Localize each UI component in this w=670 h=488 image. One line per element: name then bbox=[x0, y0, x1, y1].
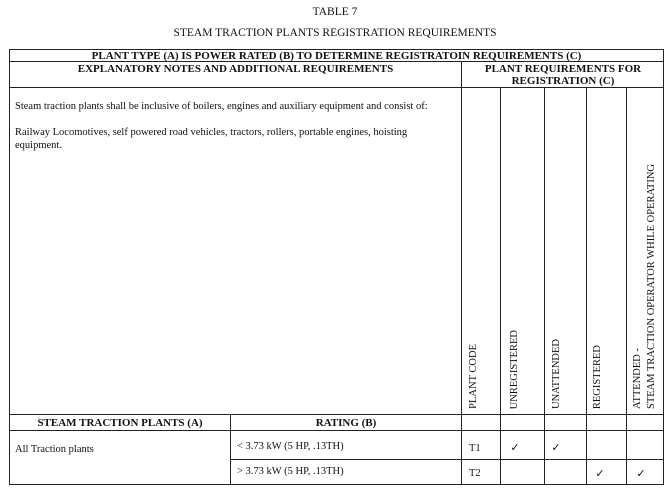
plants-column-header: STEAM TRACTION PLANTS (A) bbox=[37, 417, 203, 429]
header-bottom-rule bbox=[9, 87, 664, 88]
notes-paragraph-1: Steam traction plants shall be inclusive of boilers, engines and auxiliary equipment and consist of: bbox=[15, 101, 428, 112]
requirements-header: PLANT REQUIREMENTS FOR REGISTRATION (C) bbox=[484, 63, 642, 87]
table-number: TABLE 7 bbox=[312, 6, 358, 18]
colhead-bottom-rule bbox=[9, 430, 664, 431]
rating-cell: < 3.73 kW (5 HP, .13TH) bbox=[237, 441, 344, 452]
col-divider-3 bbox=[586, 87, 587, 485]
registered-check-icon: ✓ bbox=[595, 467, 605, 480]
row-divider bbox=[230, 459, 664, 460]
table-right-border bbox=[663, 49, 664, 485]
plant-code-cell: T2 bbox=[469, 468, 481, 479]
unregistered-check-icon: ✓ bbox=[510, 441, 520, 454]
plant-type-cell: All Traction plants bbox=[15, 444, 94, 455]
col-divider-4 bbox=[626, 87, 627, 485]
table-banner: PLANT TYPE (A) IS POWER RATED (B) TO DETERMINE REGISTRATOIN REQUIREMENTS (C) bbox=[91, 50, 582, 62]
plant-code-cell: T1 bbox=[469, 443, 481, 454]
plant-code-label: PLANT CODE bbox=[468, 344, 479, 409]
attended-label-line-2: STEAM TRACTION OPERATOR WHILE OPERATING bbox=[646, 163, 657, 409]
unattended-check-icon: ✓ bbox=[551, 441, 561, 454]
attended-label-line-1: ATTENDED - bbox=[632, 348, 643, 409]
unregistered-label: UNREGISTERED bbox=[509, 329, 520, 409]
rating-cell: > 3.73 kW (5 HP, .13TH) bbox=[237, 466, 344, 477]
registered-label: REGISTERED bbox=[592, 344, 603, 409]
col-divider-2 bbox=[544, 87, 545, 485]
col-divider-1 bbox=[500, 87, 501, 485]
table-bottom-border bbox=[9, 484, 664, 485]
attended-check-icon: ✓ bbox=[636, 467, 646, 480]
body-bottom-rule bbox=[9, 414, 664, 415]
notes-header: EXPLANATORY NOTES AND ADDITIONAL REQUIREMENTS bbox=[77, 63, 394, 75]
table-title: STEAM TRACTION PLANTS REGISTRATION REQUIREMENTS bbox=[173, 27, 497, 39]
notes-divider bbox=[461, 61, 462, 485]
unattended-label: UNATTENDED bbox=[551, 339, 562, 409]
rating-column-header: RATING (B) bbox=[315, 417, 377, 429]
notes-paragraph-2: Railway Locomotives, self powered road vehicles, tractors, rollers, portable engines, hoisting equipment. bbox=[15, 127, 408, 151]
